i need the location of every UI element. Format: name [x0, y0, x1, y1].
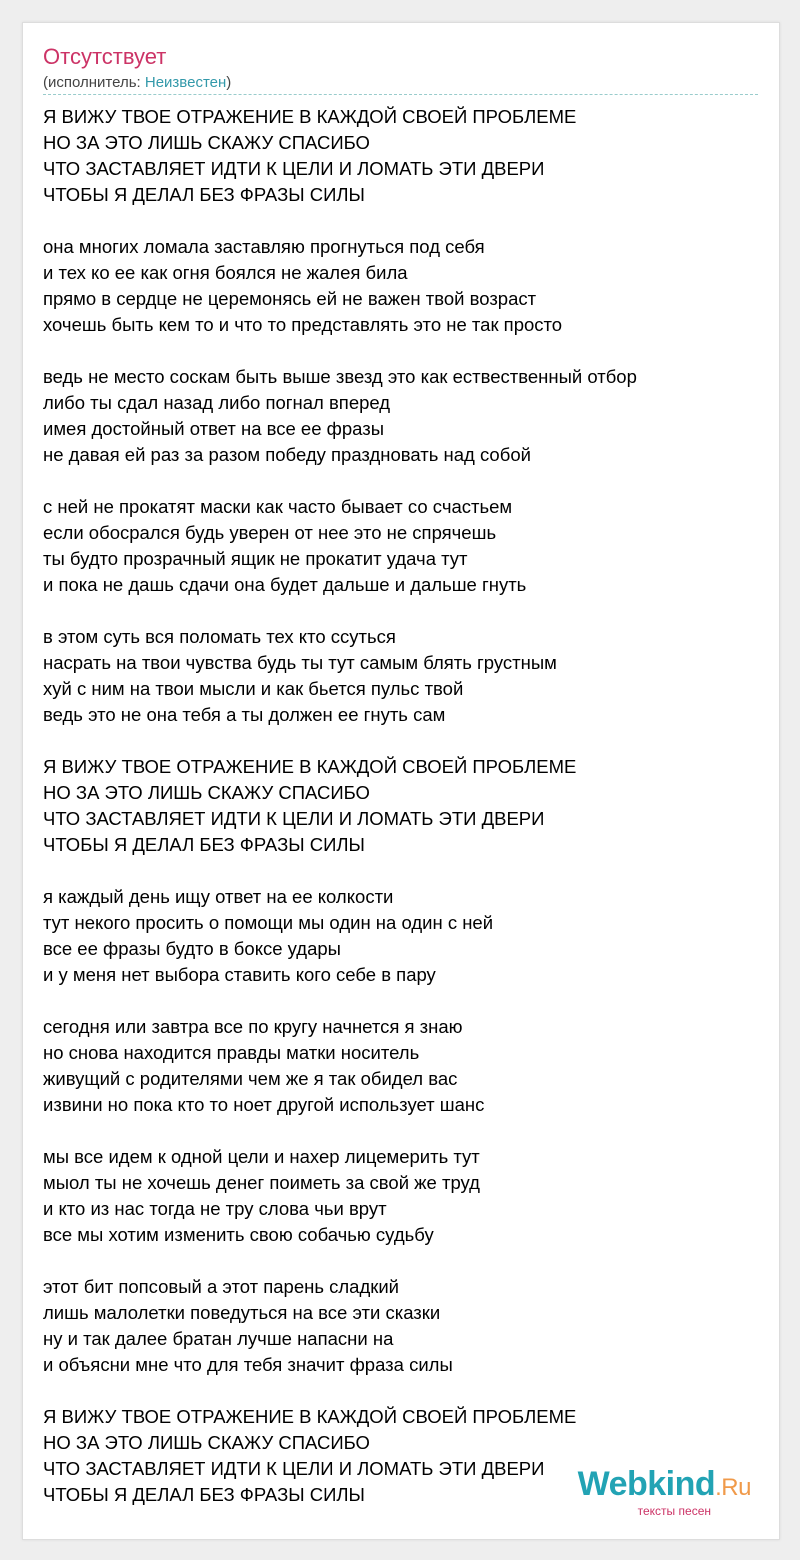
artist-suffix: ): [226, 74, 232, 91]
artist-prefix: (исполнитель:: [43, 74, 145, 91]
lyrics-card: [22, 22, 780, 1540]
logo-name: Webkind: [577, 1465, 716, 1503]
header-divider: [43, 94, 758, 95]
logo-wordmark: [578, 1467, 751, 1505]
logo-tagline: тексты песен: [637, 1504, 711, 1518]
artist-link[interactable]: Неизвестен: [144, 74, 227, 91]
logo-tld: .Ru: [715, 1474, 751, 1501]
site-logo[interactable]: [578, 1467, 751, 1517]
artist-line: [43, 73, 231, 93]
lyrics-text: Я ВИЖУ ТВОЕ ОТРАЖЕНИЕ В КАЖДОЙ СВОЕЙ ПРОБЛЕМЕ НО ЗА ЭТО ЛИШЬ СКАЖУ СПАСИБО ЧТО ЗАСТАВЛЯЕТ ИДТИ К ЦЕЛИ И ЛОМАТЬ ЭТИ ДВЕРИ ЧТОБЫ Я ДЕЛАЛ БЕЗ ФРАЗЫ СИЛЫ она многих ломала заставляю прогнуться под себя и тех ко ее как огня боялся не жалея била прямо в сердце не церемонясь ей не важен твой возраст хочешь быть кем то и что то представлять это не так просто ведь не место соскам быть выше звезд это как ествественный отбор либо ты сдал назад либо погнал вперед имея достойный ответ на все ее фразы не давая ей раз за разом победу праздновать над собой с ней не прокатят маски как часто бывает со счастьем если обосрался будь уверен от нее это не спрячешь ты будто прозрачный ящик не прокатит удача тут и пока не дашь сдачи она будет дальше и дальше гнуть в этом суть вся поломать тех кто ссуться насрать на твои чувства будь ты тут самым блять грустным хуй с ним на твои мысли и как бьется пульс твой ведь это не она тебя а ты должен ее гнуть сам Я ВИЖУ ТВОЕ ОТРАЖЕНИЕ В КАЖДОЙ СВОЕЙ ПРОБЛЕМЕ НО ЗА ЭТО ЛИШЬ СКАЖУ СПАСИБО ЧТО ЗАСТАВЛЯЕТ ИДТИ К ЦЕЛИ И ЛОМАТЬ ЭТИ ДВЕРИ ЧТОБЫ Я ДЕЛАЛ БЕЗ ФРАЗЫ СИЛЫ я каждый день ищу ответ на ее колкости тут некого просить о помощи мы один на один с ней все ее фразы будто в боксе удары и у меня нет выбора ставить кого себе в пару сегодня или завтра все по кругу начнется я знаю но снова находится правды матки носитель живущий с родителями чем же я так обидел вас извини но пока кто то ноет другой использует шанс мы все идем к одной цели и нахер лицемерить тут мыол ты не хочешь денег поиметь за свой же труд и кто из нас тогда не тру слова чьи врут все мы хотим изменить свою собачью судьбу этот бит попсовый а этот парень сладкий лишь малолетки поведуться на все эти сказки ну и так далее братан лучше напасни на и объясни мне что для тебя значит фраза силы Я ВИЖУ ТВОЕ ОТРАЖЕНИЕ В КАЖДОЙ СВОЕЙ ПРОБЛЕМЕ НО ЗА ЭТО ЛИШЬ СКАЖУ СПАСИБО ЧТО ЗАСТАВЛЯЕТ ИДТИ К ЦЕЛИ И ЛОМАТЬ ЭТИ ДВЕРИ ЧТОБЫ Я ДЕЛАЛ БЕЗ ФРАЗЫ СИЛЫ: [43, 106, 637, 1505]
song-title: Отсутствует: [43, 44, 167, 69]
